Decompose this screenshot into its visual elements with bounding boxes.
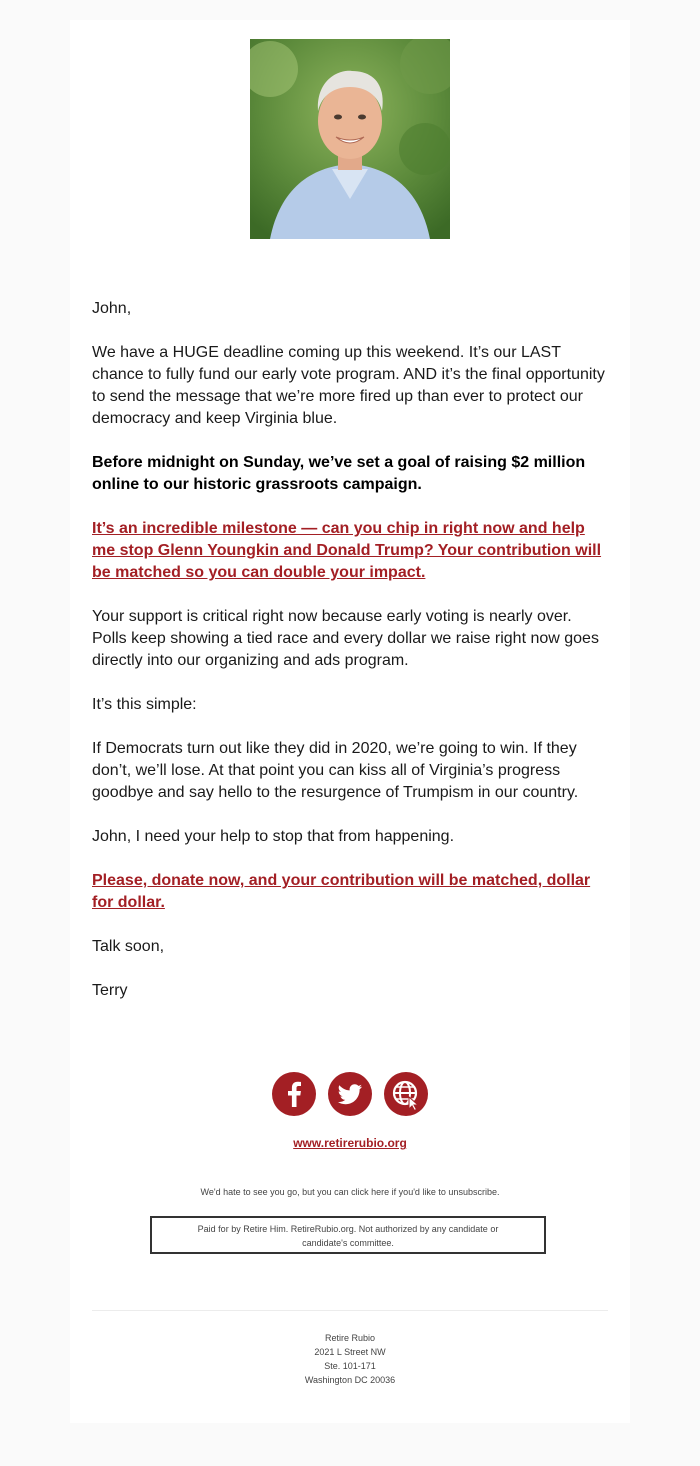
goal-statement: Before midnight on Sunday, we’ve set a goal of raising $2 million online to our historic grassroots campaign. bbox=[92, 454, 586, 493]
paragraph-help: John, I need your help to stop that from happening. bbox=[92, 828, 455, 845]
website-icon[interactable] bbox=[384, 1072, 428, 1116]
paid-for-text: Paid for by Retire Him. RetireRubio.org. Not authorized by any candidate or candidate's committee. bbox=[197, 1224, 499, 1248]
email-card bbox=[70, 20, 630, 1423]
twitter-icon[interactable] bbox=[328, 1072, 372, 1116]
paid-for-disclaimer bbox=[150, 1216, 546, 1254]
donate-link-milestone[interactable]: It’s an incredible milestone — can you chip in right now and help me stop Glenn Youngkin and Donald Trump? Your contribution will be matched so you can double your impact. bbox=[92, 520, 602, 581]
paragraph-deadline: We have a HUGE deadline coming up this weekend. It’s our LAST chance to fully fund our early vote program. AND it’s the final opportunity to send the message that we’re more fired up than ever to protect our democracy and keep Virginia blue. bbox=[92, 344, 605, 427]
address-city: Washington DC 20036 bbox=[304, 1375, 396, 1385]
address-suite: Ste. 101-171 bbox=[324, 1361, 376, 1371]
email-body bbox=[92, 298, 610, 1024]
social-links bbox=[70, 1072, 630, 1118]
candidate-portrait-icon bbox=[250, 39, 450, 239]
address-street: 2021 L Street NW bbox=[314, 1347, 386, 1357]
unsubscribe-text[interactable]: We'd hate to see you go, but you can click here if you'd like to unsubscribe. bbox=[200, 1187, 500, 1197]
footer-divider bbox=[92, 1310, 608, 1311]
mailing-address bbox=[70, 1331, 630, 1387]
address-name: Retire Rubio bbox=[324, 1333, 376, 1343]
paragraph-support: Your support is critical right now because early voting is nearly over. Polls keep showing a tied race and every dollar we raise right now goes directly into our organizing and ads program. bbox=[92, 608, 599, 669]
signature: Terry bbox=[92, 982, 128, 999]
greeting: John, bbox=[92, 300, 132, 317]
website-link[interactable]: www.retirerubio.org bbox=[293, 1136, 407, 1150]
signoff: Talk soon, bbox=[92, 938, 165, 955]
facebook-icon[interactable] bbox=[272, 1072, 316, 1116]
paragraph-turnout: If Democrats turn out like they did in 2020, we’re going to win. If they don’t, we’ll lose. At that point you can kiss all of Virginia’s progress goodbye and say hello to the resurgence of Trumpism in our country. bbox=[92, 740, 579, 801]
paragraph-simple: It’s this simple: bbox=[92, 696, 197, 713]
candidate-photo bbox=[250, 39, 450, 239]
donate-link-matched[interactable]: Please, donate now, and your contribution will be matched, dollar for dollar. bbox=[92, 872, 591, 911]
